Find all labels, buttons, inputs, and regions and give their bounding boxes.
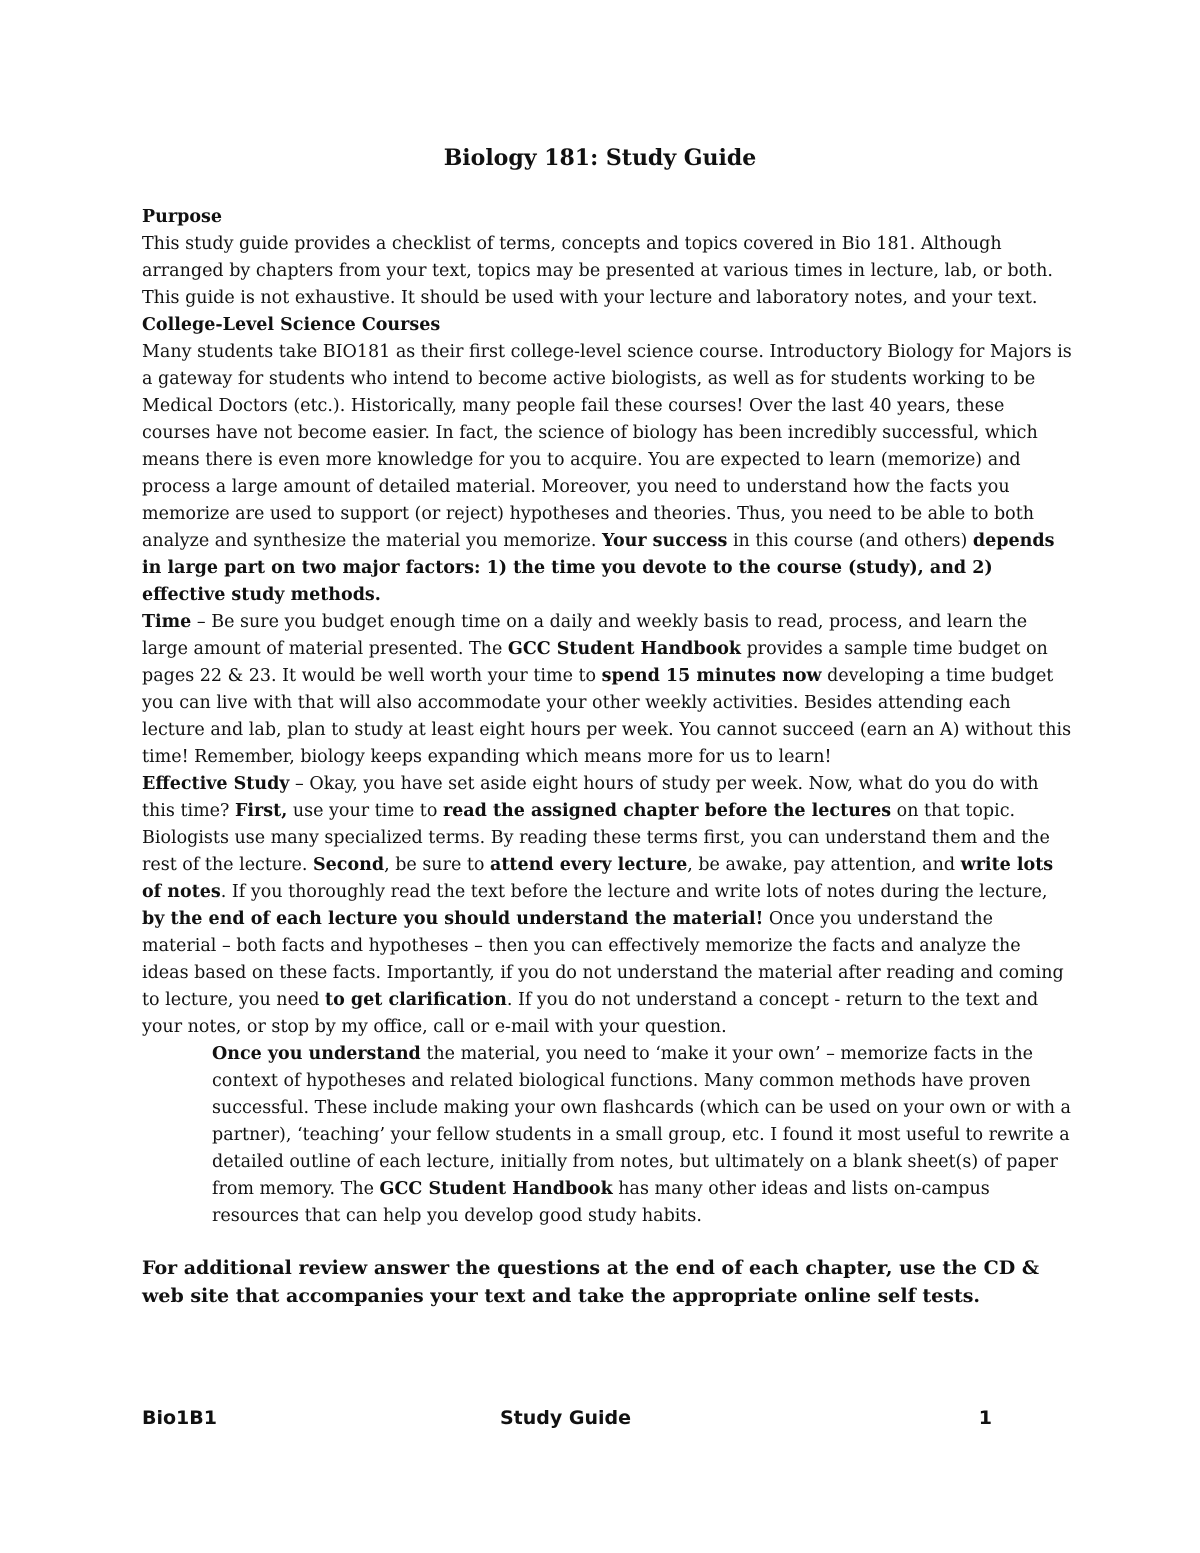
review-note: For additional review answer the questions at the end of each chapter, use the CD & web site that accompanies your text and take the appropriate online self tests. — [142, 1257, 1039, 1307]
time-label: Time — [142, 612, 192, 632]
effective-study-section — [142, 771, 1072, 1041]
effective-label: Effective Study — [142, 774, 290, 794]
effective-bold-3: Second — [313, 855, 385, 875]
college-heading: College-Level Science Courses — [142, 315, 441, 335]
effective-text-8: . If you do not understand a concept - return to the text and your notes, or stop by my office, call or e-mail with your question. — [142, 990, 1039, 1037]
time-bold-1: GCC Student Handbook — [507, 639, 742, 659]
effective-text-3: on that topic. Biologists use many specialized terms. By reading these terms first, you can understand them and the rest of the lecture. — [142, 801, 1050, 875]
success-text-1: in this course (and others) — [727, 531, 973, 551]
effective-text-2: use your time to — [287, 801, 443, 821]
effective-bold-1: First, — [234, 801, 288, 821]
footer-page-number: 1 — [978, 1407, 992, 1429]
time-text-2: provides a sample time budget on pages 22 & 23. It would be well worth your time to — [142, 639, 1048, 686]
time-bold-2: spend 15 minutes now — [601, 666, 822, 686]
footer-title: Study Guide — [500, 1407, 632, 1429]
effective-text-6: . If you thoroughly read the text before the lecture and write lots of notes during the lecture, — [220, 882, 1048, 902]
understand-text-1: the material, you need to ‘make it your own’ – memorize facts in the context of hypotheses and related biological functions. Many common methods have proven successful. These include making your own flashcards (which can be used on your own or with a partner), ‘teaching’ your fellow students in a small group, etc. I found it most useful to rewrite a detailed outline of each lecture, initially from notes, but ultimately on a blank sheet(s) of paper from memory. The — [212, 1044, 1071, 1199]
effective-bold-7: to get clarification — [325, 990, 507, 1010]
success-bold-2: depends in large part on two major factors: 1) the time you devote to the course (study), and 2) effective study methods. — [142, 531, 1055, 605]
footer-course: Bio1B1 — [142, 1407, 217, 1429]
time-text-1: – Be sure you budget enough time on a daily and weekly basis to read, process, and learn the large amount of material presented. The — [142, 612, 1028, 659]
time-text-3: developing a time budget you can live with that will also accommodate your other weekly activities. Besides attending each lecture and lab, plan to study at least eight hours per week. You cannot succeed (earn an A) without this time! Remember, biology keeps expanding which means more for us to learn! — [142, 666, 1072, 767]
effective-bold-4: attend every lecture — [490, 855, 688, 875]
success-bold-1: Your success — [601, 531, 728, 551]
purpose-heading: Purpose — [142, 207, 222, 227]
effective-text-1: – Okay, you have set aside eight hours of study per week. Now, what do you do with this time? — [142, 774, 1039, 821]
effective-text-5: , be awake, pay attention, and — [687, 855, 961, 875]
understand-bold-1: Once you understand — [212, 1044, 421, 1064]
document-body — [142, 204, 1072, 1310]
college-section — [142, 312, 1072, 609]
understand-section — [142, 1041, 1072, 1230]
page-title: Biology 181: Study Guide — [443, 145, 757, 171]
effective-bold-5: write lots of notes — [142, 855, 1054, 902]
purpose-section — [142, 204, 1072, 312]
effective-text-7: Once you understand the material – both facts and hypotheses – then you can effectively memorize the facts and analyze the ideas based on these facts. Importantly, if you do not understand the material after reading and coming to lecture, you need — [142, 909, 1064, 1010]
purpose-text: This study guide provides a checklist of terms, concepts and topics covered in Bio 181. Although arranged by chapters from your text, topics may be presented at various times in lecture, lab, or both. This guide is not exhaustive. It should be used with your lecture and laboratory notes, and your text. — [142, 234, 1053, 308]
time-section — [142, 609, 1072, 771]
page-footer — [142, 1404, 992, 1432]
effective-bold-2: read the assigned chapter before the lectures — [442, 801, 892, 821]
understand-bold-2: GCC Student Handbook — [379, 1179, 613, 1199]
effective-bold-6: by the end of each lecture you should understand the material! — [142, 909, 764, 929]
college-text: Many students take BIO181 as their first college-level science course. Introductory Biology for Majors is a gateway for students who intend to become active biologists, as well as for students working to be Medical Doctors (etc.). Historically, many people fail these courses! Over the last 40 years, these courses have not become easier. In fact, the science of biology has been incredibly successful, which means there is even more knowledge for you to acquire. You are expected to learn (memorize) and process a large amount of detailed material. Moreover, you need to understand how the facts you memorize are used to support (or reject) hypotheses and theories. Thus, you need to be able to both analyze and synthesize the material you memorize. — [142, 342, 1072, 551]
understand-text-2: has many other ideas and lists on-campus resources that can help you develop good study habits. — [212, 1179, 990, 1226]
effective-text-4: , be sure to — [384, 855, 490, 875]
